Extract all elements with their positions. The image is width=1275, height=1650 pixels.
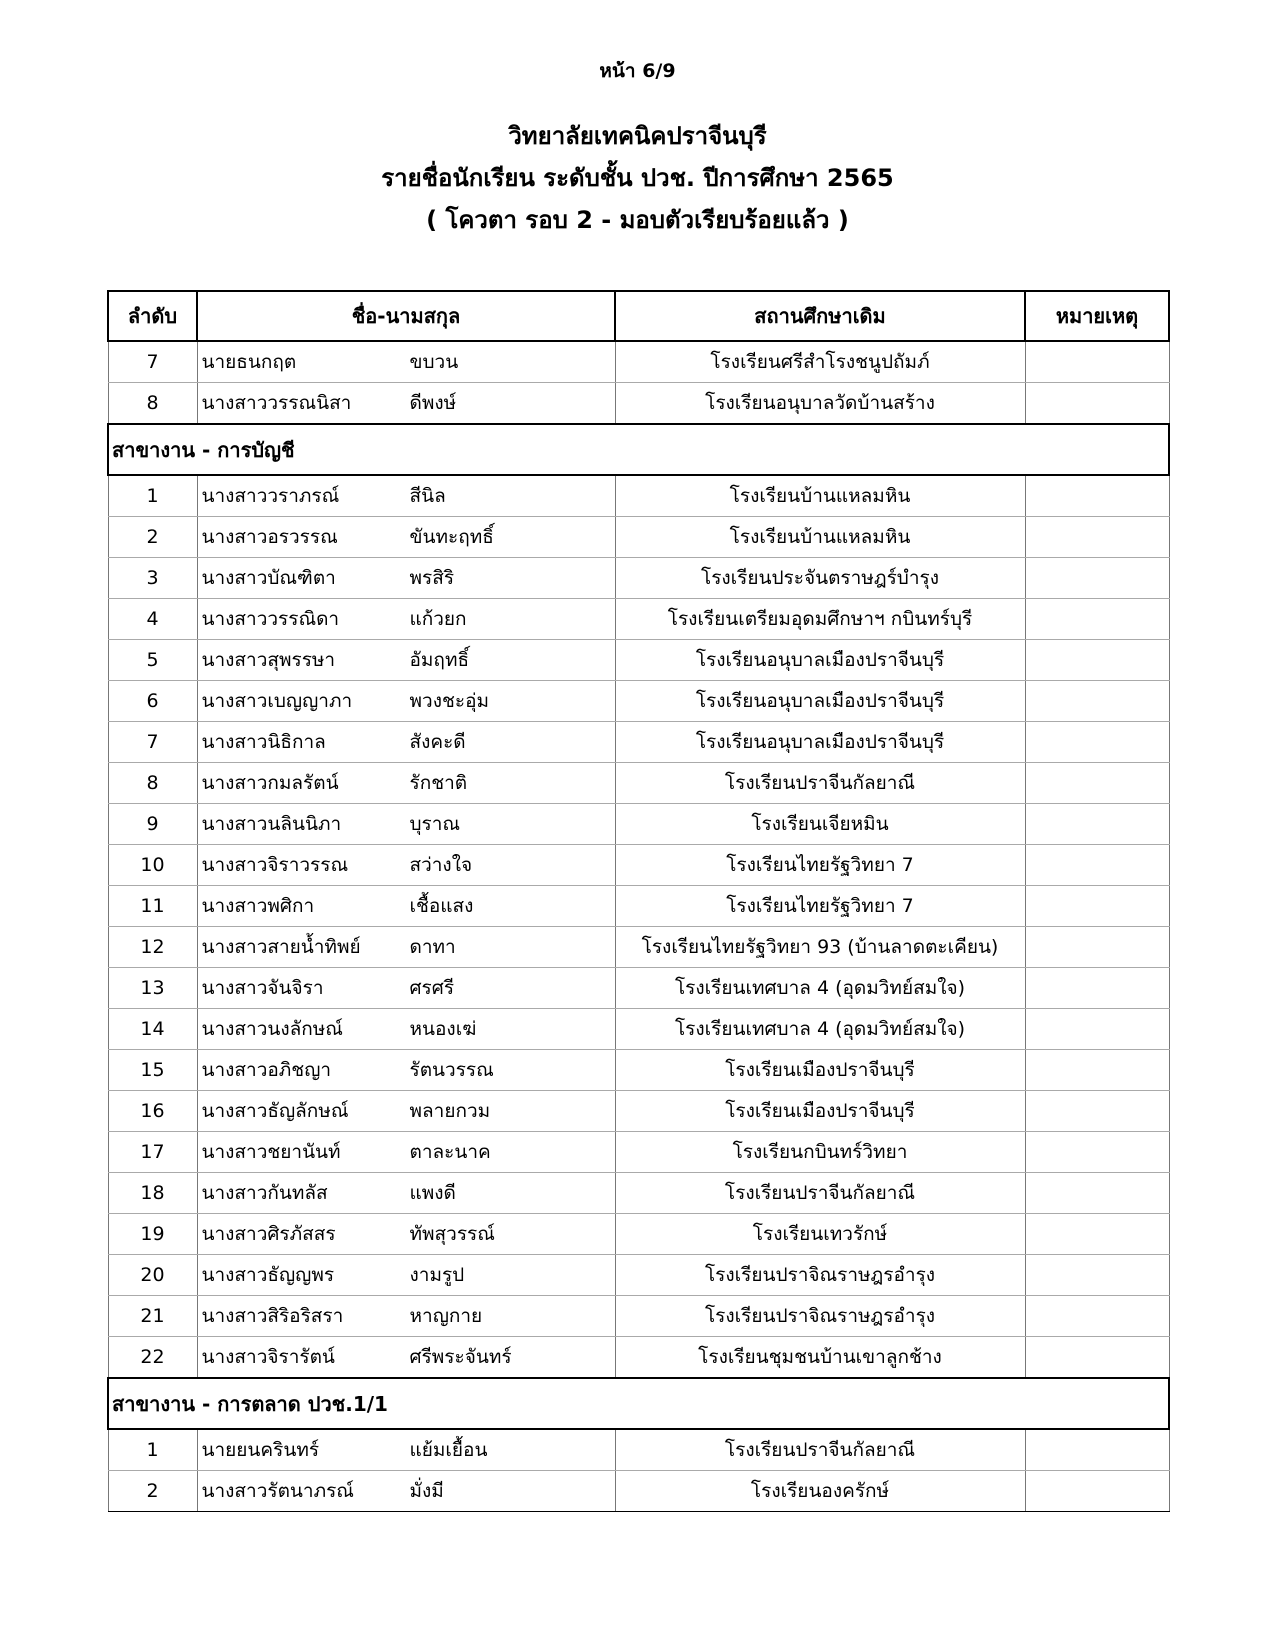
student-last-name: งามรูป bbox=[409, 1264, 465, 1286]
student-last-name: หาญกาย bbox=[409, 1305, 483, 1327]
student-last-name: หนองเฆ่ bbox=[409, 1018, 477, 1040]
header-previous-school: สถานศึกษาเดิม bbox=[615, 291, 1025, 341]
header-remark: หมายเหตุ bbox=[1025, 291, 1169, 341]
table-row bbox=[108, 681, 1169, 722]
student-first-name: นางสาวสายน้ำทิพย์ bbox=[201, 936, 361, 958]
previous-school: โรงเรียนไทยรัฐวิทยา 7 bbox=[615, 886, 1025, 927]
table-row bbox=[108, 845, 1169, 886]
student-name-cell bbox=[197, 722, 615, 763]
student-name-cell bbox=[197, 383, 615, 425]
row-number: 9 bbox=[108, 804, 197, 845]
table-row bbox=[108, 517, 1169, 558]
remark bbox=[1025, 1429, 1169, 1471]
remark bbox=[1025, 804, 1169, 845]
student-last-name: ดีพงษ์ bbox=[409, 392, 457, 414]
student-first-name: นางสาวสุพรรษา bbox=[201, 649, 336, 671]
round-title: ( โควตา รอบ 2 - มอบตัวเรียบร้อยแล้ว ) bbox=[426, 206, 849, 234]
row-number: 7 bbox=[108, 722, 197, 763]
previous-school: โรงเรียนอนุบาลเมืองปราจีนบุรี bbox=[615, 722, 1025, 763]
table-row bbox=[108, 599, 1169, 640]
row-number: 10 bbox=[108, 845, 197, 886]
previous-school: โรงเรียนปราจีนกัลยาณี bbox=[615, 1173, 1025, 1214]
remark bbox=[1025, 1009, 1169, 1050]
student-name-cell bbox=[197, 1173, 615, 1214]
student-name-cell bbox=[197, 475, 615, 517]
row-number: 7 bbox=[108, 341, 197, 383]
remark bbox=[1025, 845, 1169, 886]
student-first-name: นางสาววรรณนิสา bbox=[201, 392, 352, 414]
student-last-name: เชื้อแสง bbox=[409, 895, 474, 917]
student-name-cell bbox=[197, 558, 615, 599]
student-first-name: นางสาวพศิกา bbox=[201, 895, 315, 917]
previous-school: โรงเรียนองครักษ์ bbox=[615, 1471, 1025, 1512]
remark bbox=[1025, 927, 1169, 968]
student-first-name: นางสาวศิรภัสสร bbox=[201, 1223, 336, 1245]
previous-school: โรงเรียนไทยรัฐวิทยา 93 (บ้านลาดตะเคียน) bbox=[615, 927, 1025, 968]
header-order: ลำดับ bbox=[108, 291, 197, 341]
student-name-cell bbox=[197, 804, 615, 845]
previous-school: โรงเรียนปราจีนกัลยาณี bbox=[615, 763, 1025, 804]
student-first-name: นางสาวจิราวรรณ bbox=[201, 854, 349, 876]
remark bbox=[1025, 1296, 1169, 1337]
table-row bbox=[108, 927, 1169, 968]
student-last-name: มั่งมี bbox=[409, 1480, 444, 1502]
student-name-cell bbox=[197, 517, 615, 558]
student-name-cell bbox=[197, 1050, 615, 1091]
student-name-cell bbox=[197, 1132, 615, 1173]
row-number: 5 bbox=[108, 640, 197, 681]
student-first-name: นางสาวจิรารัตน์ bbox=[201, 1346, 335, 1368]
student-first-name: นางสาวเบญญาภา bbox=[201, 690, 353, 712]
student-first-name: นางสาวนงลักษณ์ bbox=[201, 1018, 343, 1040]
student-last-name: แพงดี bbox=[409, 1182, 456, 1204]
row-number: 16 bbox=[108, 1091, 197, 1132]
student-last-name: พลายกวม bbox=[409, 1100, 491, 1122]
header-name: ชื่อ-นามสกุล bbox=[197, 291, 615, 341]
remark bbox=[1025, 886, 1169, 927]
remark bbox=[1025, 1255, 1169, 1296]
table-row bbox=[108, 341, 1169, 383]
previous-school: โรงเรียนกบินทร์วิทยา bbox=[615, 1132, 1025, 1173]
student-first-name: นายธนกฤต bbox=[201, 351, 297, 373]
student-last-name: แย้มเยื้อน bbox=[409, 1439, 488, 1461]
row-number: 12 bbox=[108, 927, 197, 968]
remark bbox=[1025, 1214, 1169, 1255]
student-name-cell bbox=[197, 886, 615, 927]
remark bbox=[1025, 1471, 1169, 1512]
row-number: 2 bbox=[108, 1471, 197, 1512]
student-last-name: สีนิล bbox=[409, 485, 446, 507]
table-row bbox=[108, 1337, 1169, 1379]
student-first-name: นางสาวกันทลัส bbox=[201, 1182, 328, 1204]
previous-school: โรงเรียนศรีสำโรงชนูปถัมภ์ bbox=[615, 341, 1025, 383]
table-row bbox=[108, 1255, 1169, 1296]
remark bbox=[1025, 599, 1169, 640]
remark bbox=[1025, 1091, 1169, 1132]
previous-school: โรงเรียนเมืองปราจีนบุรี bbox=[615, 1091, 1025, 1132]
section-label: สาขางาน - การบัญชี bbox=[108, 424, 1169, 475]
previous-school: โรงเรียนชุมชนบ้านเขาลูกช้าง bbox=[615, 1337, 1025, 1379]
student-name-cell bbox=[197, 763, 615, 804]
student-last-name: ศรศรี bbox=[409, 977, 455, 999]
previous-school: โรงเรียนประจันตราษฎร์บำรุง bbox=[615, 558, 1025, 599]
row-number: 11 bbox=[108, 886, 197, 927]
remark bbox=[1025, 383, 1169, 425]
remark bbox=[1025, 640, 1169, 681]
section-row bbox=[108, 424, 1169, 475]
student-first-name: นางสาวกมลรัตน์ bbox=[201, 772, 339, 794]
table-row bbox=[108, 1214, 1169, 1255]
previous-school: โรงเรียนบ้านแหลมหิน bbox=[615, 475, 1025, 517]
previous-school: โรงเรียนอนุบาลวัดบ้านสร้าง bbox=[615, 383, 1025, 425]
remark bbox=[1025, 763, 1169, 804]
previous-school: โรงเรียนเทศบาล 4 (อุดมวิทย์สมใจ) bbox=[615, 1009, 1025, 1050]
student-last-name: แก้วยก bbox=[409, 608, 467, 630]
previous-school: โรงเรียนเจียหมิน bbox=[615, 804, 1025, 845]
student-name-cell bbox=[197, 1255, 615, 1296]
remark bbox=[1025, 558, 1169, 599]
row-number: 1 bbox=[108, 475, 197, 517]
student-name-cell bbox=[197, 1009, 615, 1050]
student-last-name: ตาละนาค bbox=[409, 1141, 491, 1163]
student-name-cell bbox=[197, 599, 615, 640]
row-number: 3 bbox=[108, 558, 197, 599]
row-number: 1 bbox=[108, 1429, 197, 1471]
student-last-name: พรสิริ bbox=[409, 567, 455, 589]
previous-school: โรงเรียนอนุบาลเมืองปราจีนบุรี bbox=[615, 681, 1025, 722]
section-row bbox=[108, 1378, 1169, 1429]
previous-school: โรงเรียนปราจิณราษฎรอำรุง bbox=[615, 1296, 1025, 1337]
student-name-cell bbox=[197, 640, 615, 681]
remark bbox=[1025, 475, 1169, 517]
table-row bbox=[108, 558, 1169, 599]
previous-school: โรงเรียนอนุบาลเมืองปราจีนบุรี bbox=[615, 640, 1025, 681]
table-body bbox=[108, 341, 1169, 1512]
row-number: 13 bbox=[108, 968, 197, 1009]
table-row bbox=[108, 1009, 1169, 1050]
table-row bbox=[108, 886, 1169, 927]
remark bbox=[1025, 1337, 1169, 1379]
student-name-cell bbox=[197, 1214, 615, 1255]
list-title: รายชื่อนักเรียน ระดับชั้น ปวช. ปีการศึกษา 2565 bbox=[381, 164, 894, 192]
row-number: 2 bbox=[108, 517, 197, 558]
previous-school: โรงเรียนไทยรัฐวิทยา 7 bbox=[615, 845, 1025, 886]
previous-school: โรงเรียนปราจิณราษฎรอำรุง bbox=[615, 1255, 1025, 1296]
table-row bbox=[108, 1296, 1169, 1337]
remark bbox=[1025, 681, 1169, 722]
student-last-name: อัมฤทธิ์ bbox=[409, 649, 470, 671]
remark bbox=[1025, 1173, 1169, 1214]
student-first-name: นางสาวอรวรรณ bbox=[201, 526, 338, 548]
student-last-name: ขบวน bbox=[409, 351, 459, 373]
row-number: 14 bbox=[108, 1009, 197, 1050]
table-row bbox=[108, 722, 1169, 763]
table-row bbox=[108, 1091, 1169, 1132]
row-number: 19 bbox=[108, 1214, 197, 1255]
student-first-name: นางสาวนลินนิภา bbox=[201, 813, 342, 835]
page-number: หน้า 6/9 bbox=[599, 60, 676, 82]
table-row bbox=[108, 1173, 1169, 1214]
table-row bbox=[108, 1429, 1169, 1471]
table-row bbox=[108, 1050, 1169, 1091]
student-first-name: นางสาวรัตนาภรณ์ bbox=[201, 1480, 354, 1502]
previous-school: โรงเรียนเมืองปราจีนบุรี bbox=[615, 1050, 1025, 1091]
row-number: 6 bbox=[108, 681, 197, 722]
student-last-name: บุราณ bbox=[409, 813, 461, 835]
table-row bbox=[108, 763, 1169, 804]
student-last-name: ดาทา bbox=[409, 936, 456, 958]
student-roster-table bbox=[107, 290, 1170, 1512]
remark bbox=[1025, 1132, 1169, 1173]
row-number: 8 bbox=[108, 383, 197, 425]
table-row bbox=[108, 968, 1169, 1009]
student-name-cell bbox=[197, 341, 615, 383]
student-last-name: สังคะดี bbox=[409, 731, 466, 753]
row-number: 8 bbox=[108, 763, 197, 804]
previous-school: โรงเรียนเทวรักษ์ bbox=[615, 1214, 1025, 1255]
student-last-name: รักชาติ bbox=[409, 772, 468, 794]
row-number: 4 bbox=[108, 599, 197, 640]
row-number: 20 bbox=[108, 1255, 197, 1296]
remark bbox=[1025, 1050, 1169, 1091]
section-label: สาขางาน - การตลาด ปวช.1/1 bbox=[108, 1378, 1169, 1429]
row-number: 21 bbox=[108, 1296, 197, 1337]
student-first-name: นายยนครินทร์ bbox=[201, 1439, 320, 1461]
remark bbox=[1025, 517, 1169, 558]
student-name-cell bbox=[197, 1337, 615, 1379]
student-first-name: นางสาวอภิชญา bbox=[201, 1059, 332, 1081]
previous-school: โรงเรียนเทศบาล 4 (อุดมวิทย์สมใจ) bbox=[615, 968, 1025, 1009]
table-row bbox=[108, 383, 1169, 425]
row-number: 18 bbox=[108, 1173, 197, 1214]
previous-school: โรงเรียนปราจีนกัลยาณี bbox=[615, 1429, 1025, 1471]
college-title: วิทยาลัยเทคนิคปราจีนบุรี bbox=[508, 122, 767, 150]
student-name-cell bbox=[197, 968, 615, 1009]
row-number: 22 bbox=[108, 1337, 197, 1379]
student-name-cell bbox=[197, 1471, 615, 1512]
previous-school: โรงเรียนบ้านแหลมหิน bbox=[615, 517, 1025, 558]
table-row bbox=[108, 640, 1169, 681]
previous-school: โรงเรียนเตรียมอุดมศึกษาฯ กบินทร์บุรี bbox=[615, 599, 1025, 640]
student-last-name: ขันทะฤทธิ์ bbox=[409, 526, 494, 548]
student-last-name: ทัพสุวรรณ์ bbox=[409, 1223, 495, 1245]
student-last-name: รัตนวรรณ bbox=[409, 1059, 494, 1081]
student-name-cell bbox=[197, 681, 615, 722]
student-last-name: พวงชะอุ่ม bbox=[409, 690, 490, 712]
student-first-name: นางสาวสิริอริสรา bbox=[201, 1305, 344, 1327]
table-row bbox=[108, 1132, 1169, 1173]
student-first-name: นางสาววราภรณ์ bbox=[201, 485, 340, 507]
student-name-cell bbox=[197, 1296, 615, 1337]
student-name-cell bbox=[197, 1429, 615, 1471]
student-first-name: นางสาวจันจิรา bbox=[201, 977, 324, 999]
student-name-cell bbox=[197, 845, 615, 886]
student-first-name: นางสาวนิธิกาล bbox=[201, 731, 326, 753]
student-first-name: นางสาวธัญญพร bbox=[201, 1264, 335, 1286]
table-header-row bbox=[108, 291, 1169, 341]
remark bbox=[1025, 968, 1169, 1009]
row-number: 15 bbox=[108, 1050, 197, 1091]
row-number: 17 bbox=[108, 1132, 197, 1173]
table-row bbox=[108, 1471, 1169, 1512]
student-name-cell bbox=[197, 927, 615, 968]
student-first-name: นางสาววรรณิดา bbox=[201, 608, 340, 630]
student-first-name: นางสาวชยานันท์ bbox=[201, 1141, 341, 1163]
student-last-name: สว่างใจ bbox=[409, 854, 473, 876]
remark bbox=[1025, 341, 1169, 383]
student-name-cell bbox=[197, 1091, 615, 1132]
student-first-name: นางสาวบัณฑิตา bbox=[201, 567, 336, 589]
remark bbox=[1025, 722, 1169, 763]
student-first-name: นางสาวธัญลักษณ์ bbox=[201, 1100, 349, 1122]
student-last-name: ศรีพระจันทร์ bbox=[409, 1346, 512, 1368]
table-row bbox=[108, 475, 1169, 517]
table-row bbox=[108, 804, 1169, 845]
